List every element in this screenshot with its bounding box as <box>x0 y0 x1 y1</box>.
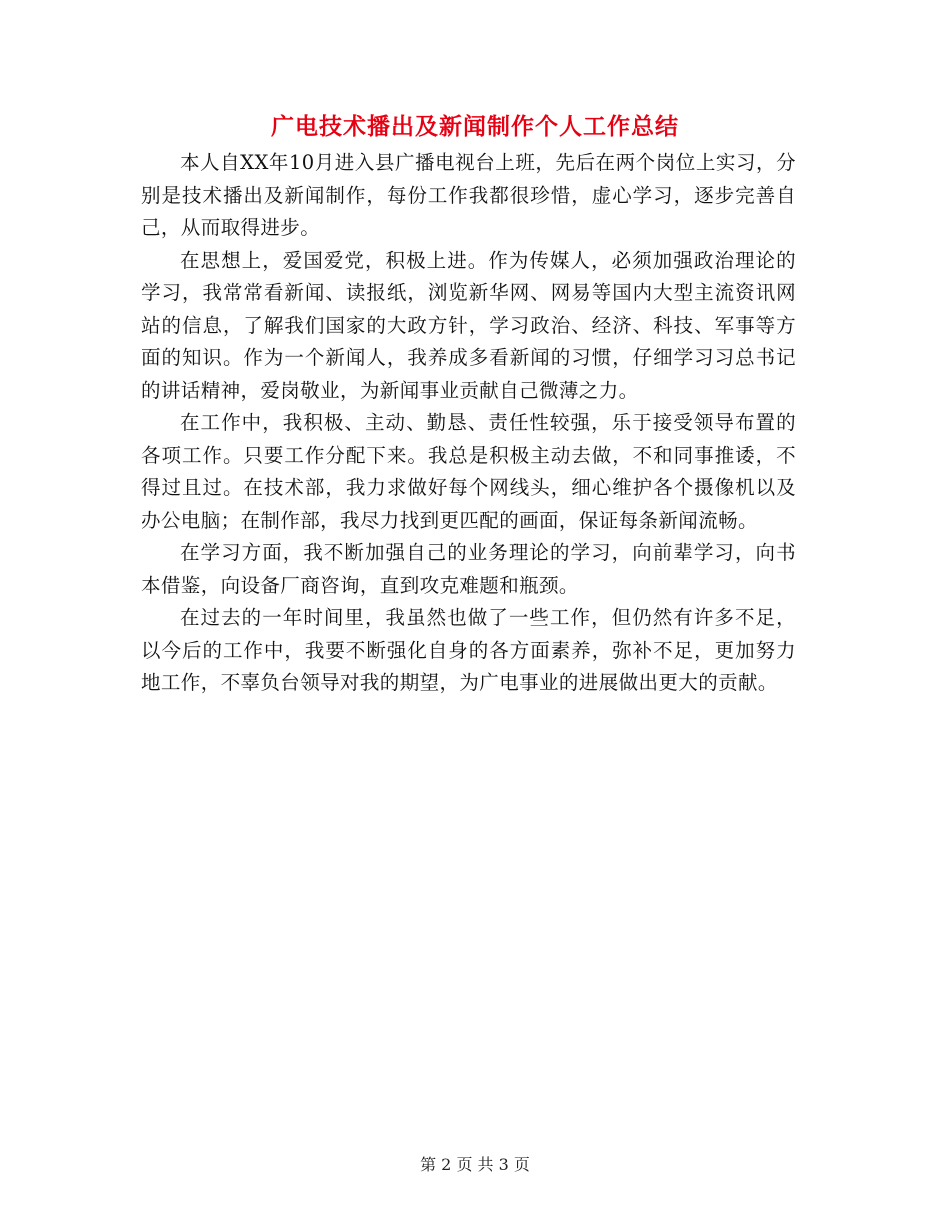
paragraph: 在工作中，我积极、主动、勤恳、责任性较强，乐于接受领导布置的各项工作。只要工作分配下来。我总是积极主动去做，不和同事推诿，不得过且过。在技术部，我力求做好每个网线头，细心维护各个摄像机以及办公电脑；在制作部，我尽力找到更匹配的画面，保证每条新闻流畅。 <box>141 411 796 532</box>
paragraph: 在思想上，爱国爱党，积极上进。作为传媒人，必须加强政治理论的学习，我常常看新闻、读报纸，浏览新华网、网易等国内大型主流资讯网站的信息，了解我们国家的大政方针，学习政治、经济、科技、军事等方面的知识。作为一个新闻人，我养成多看新闻的习惯，仔细学习习总书记的讲话精神，爱岗敬业，为新闻事业贡献自己微薄之力。 <box>141 248 796 402</box>
document-body <box>141 147 796 700</box>
page-number-footer: 第 2 页 共 3 页 <box>420 1155 530 1174</box>
paragraph: 在过去的一年时间里，我虽然也做了一些工作，但仍然有许多不足，以今后的工作中，我要不断强化自身的各方面素养，弥补不足，更加努力地工作，不辜负台领导对我的期望，为广电事业的进展做出更大的贡献。 <box>141 606 796 694</box>
paragraph: 在学习方面，我不断加强自己的业务理论的学习，向前辈学习，向书本借鉴，向设备厂商咨询，直到攻克难题和瓶颈。 <box>141 541 796 597</box>
document-title: 广电技术播出及新闻制作个人工作总结 <box>271 114 679 140</box>
paragraph: 本人自XX年10月进入县广播电视台上班，先后在两个岗位上实习，分别是技术播出及新闻制作，每份工作我都很珍惜，虚心学习，逐步完善自己，从而取得进步。 <box>141 151 796 239</box>
